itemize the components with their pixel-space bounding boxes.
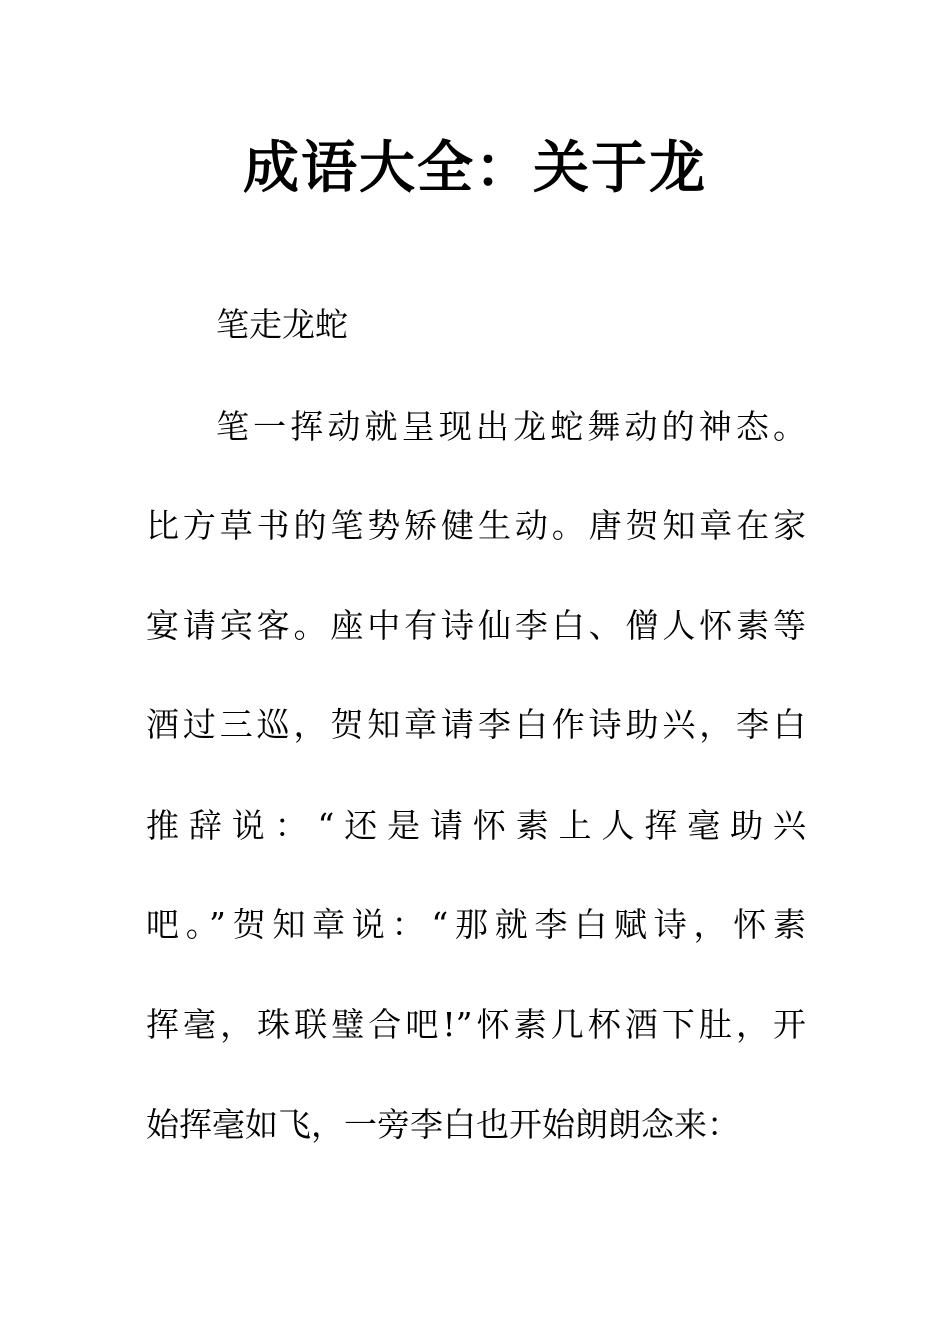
body-line: 推辞说：“还是请怀素上人挥毫助兴: [146, 806, 806, 845]
document-title: 成语大全：关于龙: [243, 135, 707, 201]
idiom-heading: 笔走龙蛇: [216, 305, 348, 344]
body-line: 酒过三巡，贺知章请李白作诗助兴，李白: [146, 705, 806, 744]
body-line: 始挥毫如飞，一旁李白也开始朗朗念来：: [146, 1105, 740, 1144]
body-line: 宴请宾客。座中有诗仙李白、僧人怀素等: [146, 606, 806, 645]
body-line: 吧。”贺知章说：“那就李白赋诗，怀素: [146, 905, 806, 944]
body-line: 挥毫，珠联璧合吧!”怀素几杯酒下肚，开: [146, 1005, 806, 1044]
body-line: 笔一挥动就呈现出龙蛇舞动的神态。: [216, 407, 806, 446]
body-line: 比方草书的笔势矫健生动。唐贺知章在家: [146, 506, 806, 545]
